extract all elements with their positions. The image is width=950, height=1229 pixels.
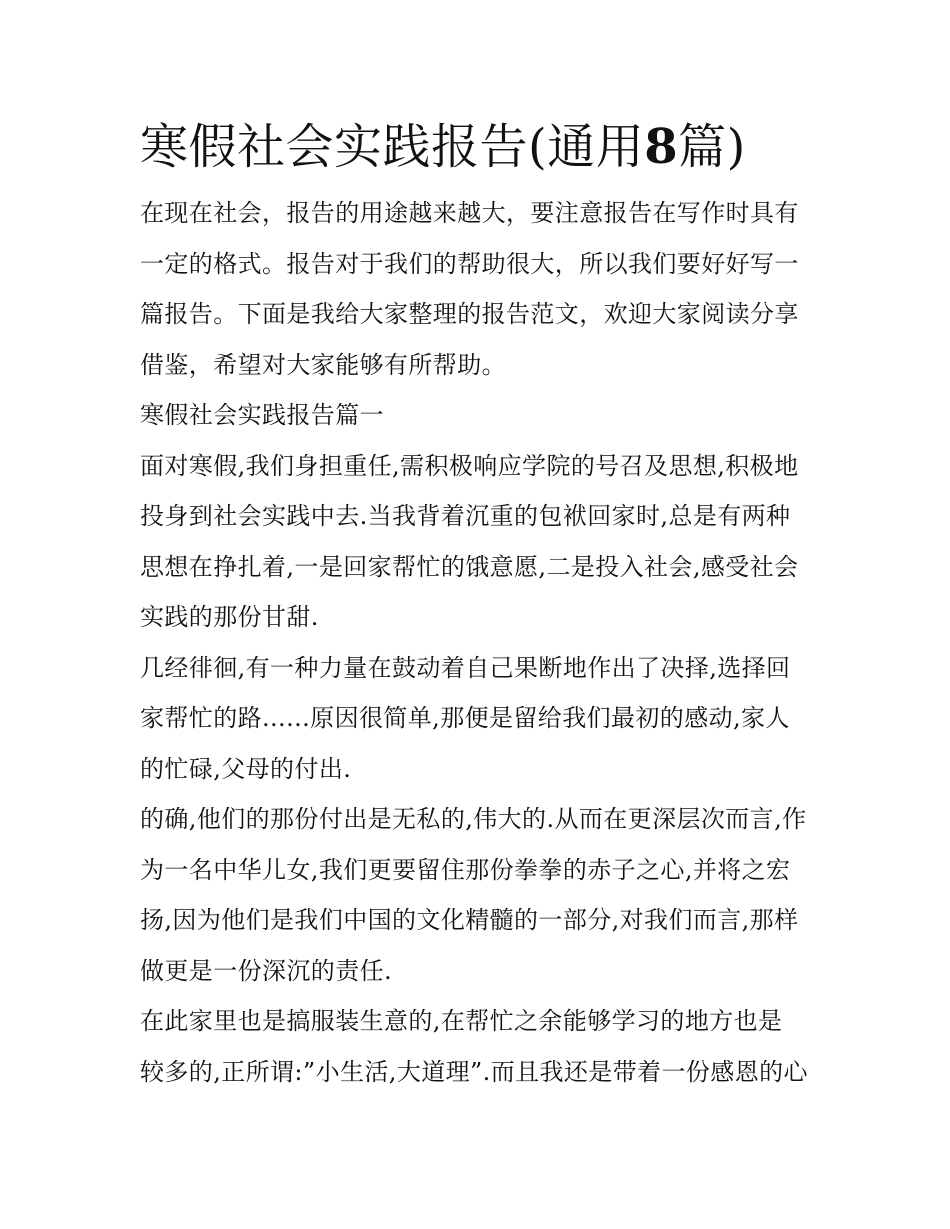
title-suffix: 篇) [678, 119, 746, 175]
text-line: 的忙碌,父母的付出. [140, 754, 352, 783]
text-line: 在现在社会，报告的用途越来越大，要注意报告在写作时具有 [140, 199, 799, 227]
body-paragraph [140, 441, 812, 643]
section-heading [140, 390, 812, 441]
text-line: 为一名中华儿女,我们更要留住那份拳拳的赤子之心,并将之宏 [140, 855, 791, 884]
document-body [140, 118, 812, 1097]
title-number: 8 [644, 119, 679, 175]
text-line: 做更是一份深沉的责任. [140, 956, 393, 985]
text-line: 思想在挣扎着,一是回家帮忙的饿意愿,二是投入社会,感受社会 [140, 552, 799, 581]
text-line: 一定的格式。报告对于我们的帮助很大，所以我们要好好写一 [140, 249, 799, 278]
text-line: 扬,因为他们是我们中国的文化精髓的一部分,对我们而言,那样 [140, 906, 799, 934]
text-line: 实践的那份甘甜. [140, 603, 319, 631]
page-title [140, 118, 812, 176]
text-line: 的确,他们的那份付出是无私的,伟大的.从而在更深层次而言,作 [140, 805, 807, 833]
body-paragraph [140, 996, 812, 1097]
intro-paragraph [140, 188, 812, 390]
text-line: 家帮忙的路......原因很简单,那便是留给我们最初的感动,家人 [140, 704, 790, 732]
title-text: 寒假社会实践报告(通用 [140, 119, 645, 175]
text-line: 几经徘徊,有一种力量在鼓动着自己果断地作出了决择,选择回 [140, 653, 791, 682]
text-line: 投身到社会实践中去.当我背着沉重的包袱回家时,总是有两种 [140, 502, 791, 530]
text-line: 篇报告。下面是我给大家整理的报告范文，欢迎大家阅读分享 [140, 300, 799, 328]
section-heading-text: 寒假社会实践报告篇一 [140, 401, 384, 429]
text-line: 面对寒假,我们身担重任,需积极响应学院的号召及思想,积极地 [140, 451, 799, 480]
text-line: 较多的,正所谓:”小生活,大道理”.而且我还是带着一份感恩的心 [140, 1057, 808, 1086]
text-line: 在此家里也是搞服装生意的,在帮忙之余能够学习的地方也是 [140, 1007, 783, 1035]
body-paragraph [140, 643, 812, 795]
text-line: 借鉴，希望对大家能够有所帮助。 [140, 350, 506, 379]
body-paragraph [140, 794, 812, 996]
